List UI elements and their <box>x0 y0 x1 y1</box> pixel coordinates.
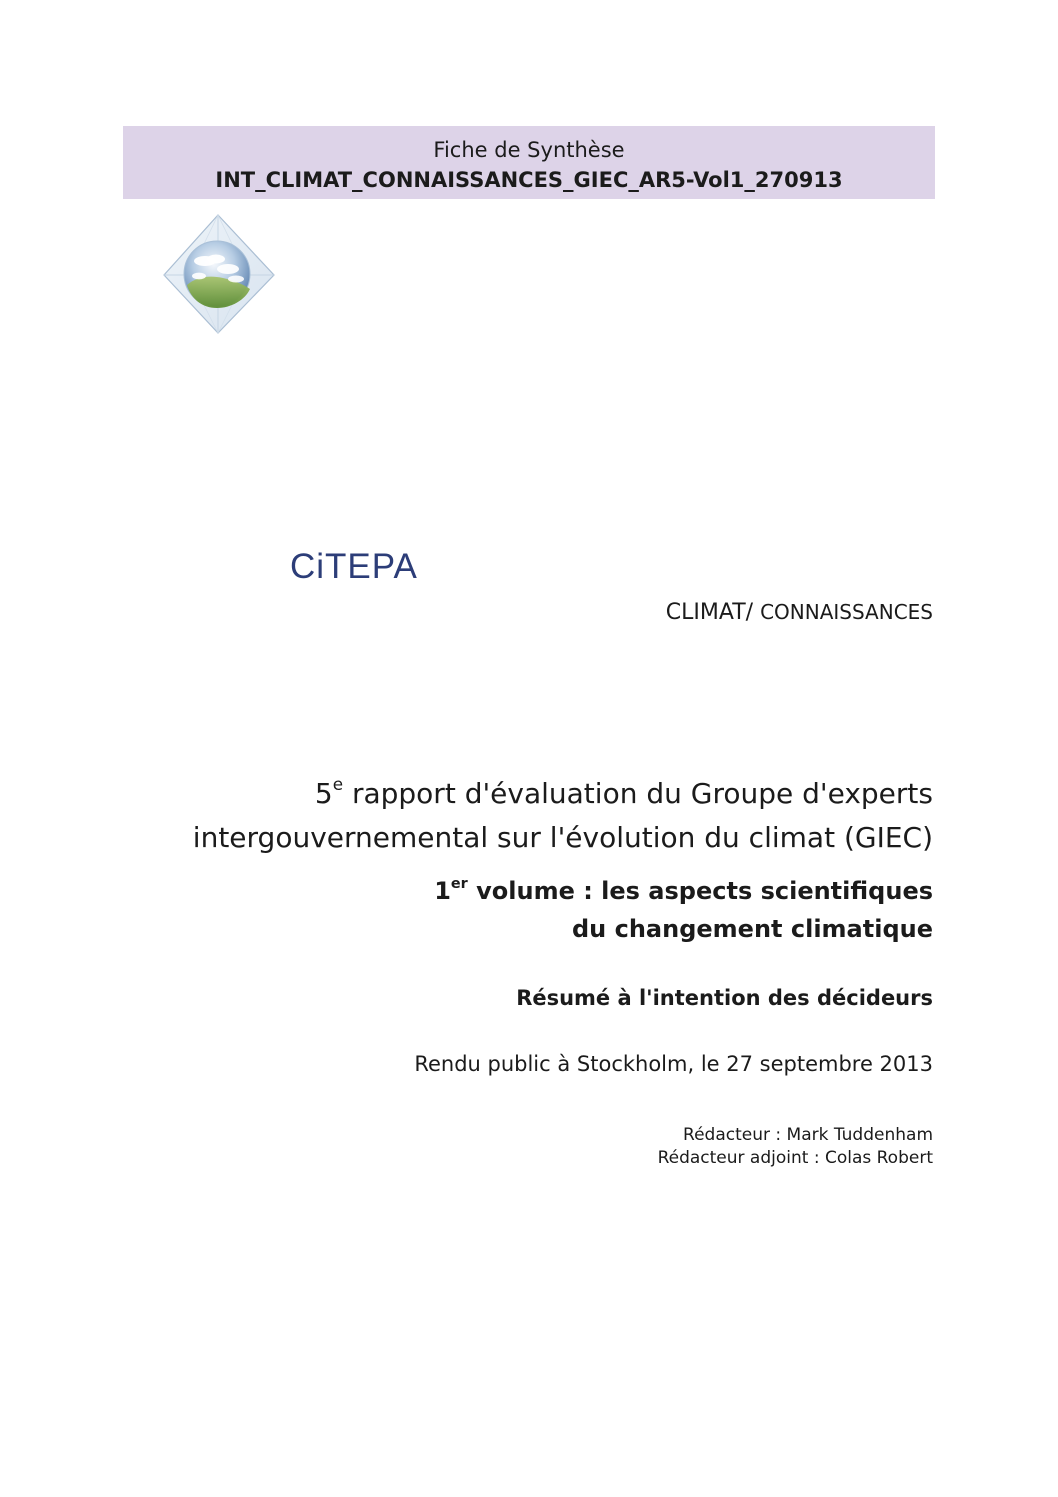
document-header-band <box>123 126 935 199</box>
summary-label: Résumé à l'intention des décideurs <box>516 986 933 1010</box>
logo-text: CiTEPA <box>290 547 418 586</box>
title-line-1 <box>193 772 933 816</box>
section-separator: / <box>745 600 761 625</box>
title-line-2: intergouvernemental sur l'évolution du climat (GIEC) <box>192 821 933 854</box>
subtitle-line-2: du changement climatique <box>572 915 933 943</box>
editor-credit: Rédacteur : Mark Tuddenham <box>683 1125 933 1145</box>
release-info: Rendu public à Stockholm, le 27 septembre 2013 <box>414 1052 933 1076</box>
document-title <box>193 772 933 860</box>
assistant-editor-credit: Rédacteur adjoint : Colas Robert <box>657 1148 933 1168</box>
title-superscript: e <box>332 774 344 795</box>
header-title: Fiche de Synthèse <box>433 138 625 162</box>
title-line-1-text: rapport d'évaluation du Groupe d'experts <box>343 777 933 810</box>
section-label <box>666 597 933 628</box>
section-secondary: CONNAISSANCES <box>760 600 933 624</box>
subtitle-number: 1 <box>434 877 451 905</box>
title-number: 5 <box>314 777 333 810</box>
document-subtitle <box>434 872 933 948</box>
subtitle-line-1 <box>434 872 933 910</box>
document-reference-code: INT_CLIMAT_CONNAISSANCES_GIEC_AR5-Vol1_270913 <box>215 168 843 192</box>
credits-block <box>658 1124 933 1170</box>
citepa-logo <box>144 211 418 586</box>
subtitle-superscript: er <box>450 875 468 892</box>
globe-diamond-icon <box>144 211 304 381</box>
subtitle-line-1-text: volume : les aspects scientifiques <box>467 877 933 905</box>
section-primary: CLIMAT <box>665 600 746 625</box>
